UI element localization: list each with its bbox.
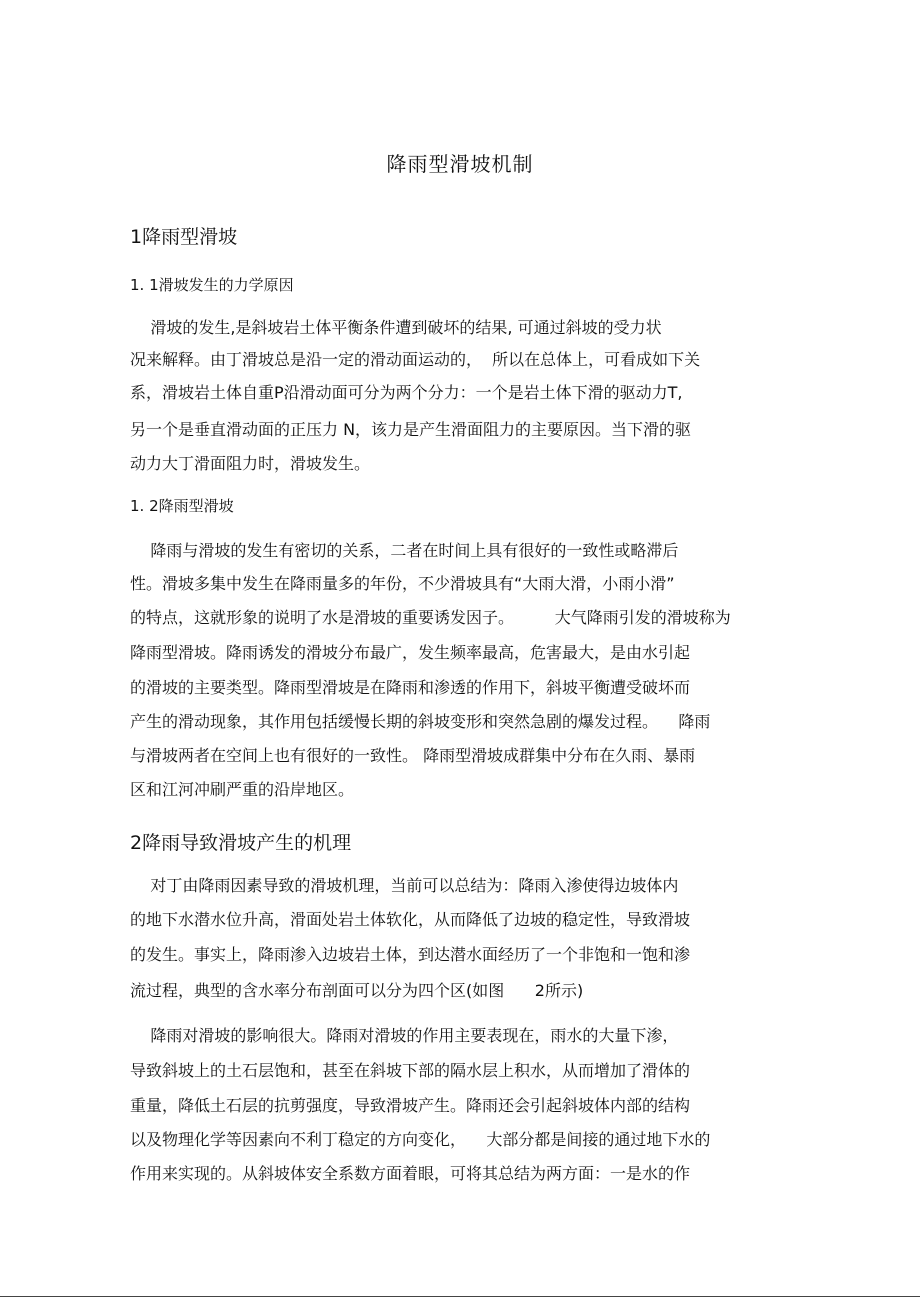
- paragraph-line: 重量，降低土石层的抗剪强度，导致滑坡产生。降雨还会引起斜坡体内部的结构: [130, 1096, 691, 1115]
- paragraph-line: 的发生。事实上，降雨渗入边坡岩土体，到达潜水面经历了一个非饱和一饱和渗: [130, 945, 691, 964]
- paragraph-line: 的地下水潜水位升高，滑面处岩土体软化，从而降低了边坡的稳定性，导致滑坡: [130, 910, 691, 929]
- paragraph-line: 产生的滑动现象，其作用包括缓慢长期的斜坡变形和突然急剧的爆发过程。 降雨: [130, 712, 711, 731]
- paragraph-line: 流过程，典型的含水率分布剖面可以分为四个区(如图 2所示): [130, 981, 584, 1000]
- section-2-heading: 2降雨导致滑坡产生的机理: [130, 832, 352, 854]
- paragraph-line: 的滑坡的主要类型。降雨型滑坡是在降雨和渗透的作用下，斜坡平衡遭受破坏而: [130, 678, 691, 697]
- paragraph-line: 降雨与滑坡的发生有密切的关系，二者在时间上具有很好的一致性或略滞后: [130, 541, 679, 560]
- paragraph-line: 动力大丁滑面阻力时，滑坡发生。: [130, 454, 371, 473]
- paragraph-line: 降雨型滑坡。降雨诱发的滑坡分布最广，发生频率最高，危害最大，是由水引起: [130, 643, 691, 662]
- paragraph-line: 对丁由降雨因素导致的滑坡机理，当前可以总结为：降雨入渗使得边坡体内: [130, 876, 679, 895]
- paragraph-line: 系，滑坡岩土体自重P沿滑动面可分为两个分力：一个是岩土体下滑的驱动力T,: [130, 383, 683, 402]
- subsection-1-2-heading: 1. 2降雨型滑坡: [130, 497, 234, 515]
- paragraph-line: 滑坡的发生,是斜坡岩土体平衡条件遭到破坏的结果, 可通过斜坡的受力状: [130, 318, 662, 337]
- subsection-1-1-heading: 1. 1滑坡发生的力学原因: [130, 276, 294, 294]
- paragraph-line: 与滑坡两者在空间上也有很好的一致性。 降雨型滑坡成群集中分布在久雨、暴雨: [130, 746, 696, 765]
- paragraph-line: 性。滑坡多集中发生在降雨量多的年份，不少滑坡具有“大雨大滑，小雨小滑”: [130, 574, 675, 593]
- paragraph-line: 况来解释。由丁滑坡总是沿一定的滑动面运动的， 所以在总体上，可看成如下关: [130, 350, 701, 369]
- paragraph-line: 导致斜坡上的土石层饱和，甚至在斜坡下部的隔水层上积水，从而增加了滑体的: [130, 1061, 691, 1080]
- document-title: 降雨型滑坡机制: [386, 152, 534, 176]
- paragraph-line: 的特点，这就形象的说明了水是滑坡的重要诱发因子。 大气降雨引发的滑坡称为: [130, 608, 731, 627]
- paragraph-line: 作用来实现的。从斜坡体安全系数方面着眼，可将其总结为两方面：一是水的作: [130, 1164, 691, 1183]
- paragraph-line: 降雨对滑坡的影响很大。降雨对滑坡的作用主要表现在，雨水的大量下渗，: [130, 1026, 679, 1045]
- paragraph-line: 区和江河冲刷严重的沿岸地区。: [130, 780, 355, 799]
- section-1-heading: 1降雨型滑坡: [130, 226, 238, 248]
- page-bottom-divider: [0, 1296, 920, 1297]
- paragraph-line: 以及物理化学等因素向不利丁稳定的方向变化， 大部分都是间接的通过地下水的: [130, 1130, 711, 1149]
- paragraph-line: 另一个是垂直滑动面的正压力 N，该力是产生滑面阻力的主要原因。当下滑的驱: [130, 420, 692, 439]
